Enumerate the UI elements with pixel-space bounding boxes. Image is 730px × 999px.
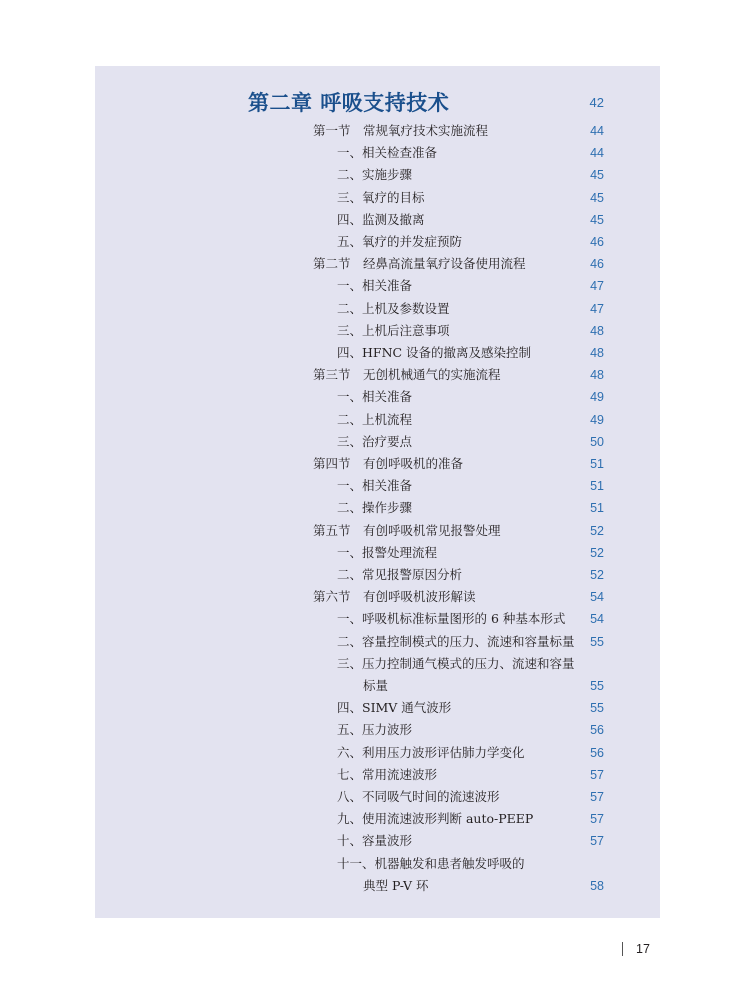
section-title: 有创呼吸机常见报警处理 [363,522,501,538]
section-page-number: 48 [590,368,604,383]
toc-section-row [313,120,488,142]
toc-item-row: 二、上机及参数设置 [337,300,450,316]
toc-item-row: 三、压力控制通气模式的压力、流速和容量 [337,655,575,671]
item-page-number: 52 [590,545,604,560]
section-title: 无创机械通气的实施流程 [363,367,501,383]
toc-section-row [313,253,526,275]
section-number: 第一节 [313,123,351,138]
chapter-page-number: 42 [589,95,604,110]
toc-item-row: 一、相关准备 [337,389,413,405]
item-page-number: 50 [590,434,604,449]
item-page-number: 47 [590,301,604,316]
item-page-number: 45 [590,190,604,205]
toc-item-row: 五、氧疗的并发症预防 [337,234,463,249]
item-page-number: 44 [590,146,604,161]
section-number: 第二节 [313,256,351,272]
section-title: 经鼻高流量氧疗设备使用流程 [363,256,526,272]
toc-item-row: 一、相关检查准备 [337,145,438,161]
toc-item-row: 八、不同吸气时间的流速波形 [337,789,500,804]
item-page-number: 52 [590,568,604,582]
item-page-number: 56 [590,723,604,738]
footer-divider [622,942,623,956]
toc-item-row: 二、常见报警原因分析 [337,567,463,582]
item-page-number: 51 [590,501,604,516]
toc-item-row: 二、上机流程 [337,411,413,427]
section-title: 有创呼吸机的准备 [363,456,464,471]
section-page-number: 52 [590,523,604,538]
toc-item-row: 三、氧疗的目标 [337,189,425,205]
item-page-number: 57 [590,834,604,849]
toc-item-row: 二、操作步骤 [337,500,413,516]
toc-item-continuation: 典型 P-V 环 [363,877,429,893]
toc-item-row: 七、常用流速波形 [337,766,438,782]
toc-item-continuation: 标量 [363,678,389,693]
toc-item-row: 十一、机器触发和患者触发呼吸的 [337,855,525,871]
section-page-number: 46 [590,257,604,272]
item-page-number: 46 [590,235,604,249]
toc-item-row: 一、相关准备 [337,478,413,494]
section-number: 第四节 [313,456,351,471]
item-page-number: 48 [590,346,604,360]
item-page-number: 49 [590,390,604,405]
item-page-number: 55 [590,634,604,649]
item-page-number: 58 [590,878,604,893]
item-page-number: 49 [590,412,604,427]
toc-item-row: 九、使用流速波形判断 auto-PEEP [337,811,534,827]
item-page-number: 55 [590,701,604,716]
toc-item-row: 一、报警处理流程 [337,544,438,560]
chapter-title: 第二章 呼吸支持技术 [248,91,450,115]
toc-item-row: 二、容量控制模式的压力、流速和容量标量 [337,633,575,649]
item-page-number: 51 [590,479,604,494]
item-page-number: 45 [590,212,604,227]
toc-section-row [313,520,501,542]
item-page-number: 48 [590,323,604,338]
section-number: 第三节 [313,367,351,383]
toc-section-row [313,364,501,386]
section-title: 有创呼吸机波形解读 [363,589,476,605]
item-page-number: 47 [590,279,604,294]
section-title: 常规氧疗技术实施流程 [363,123,489,138]
section-page-number: 51 [590,457,604,471]
toc-item-row: 一、相关准备 [337,278,413,294]
toc-item-row: 一、呼吸机标准标量图形的 6 种基本形式 [337,611,566,627]
section-page-number: 54 [590,590,604,605]
toc-item-row: 三、上机后注意事项 [337,322,450,338]
toc-section-row [313,586,476,608]
toc-section-row [313,453,463,475]
item-page-number: 55 [590,679,604,693]
section-page-number: 44 [590,124,604,138]
section-number: 第五节 [313,522,351,538]
toc-item-row: 十、容量波形 [337,833,413,849]
toc-item-row: 二、实施步骤 [337,167,413,183]
toc-item-row: 三、治疗要点 [337,433,413,449]
toc-item-row: 五、压力波形 [337,722,413,738]
footer-page-number: 17 [636,942,650,956]
toc-item-row: 四、HFNC 设备的撤离及感染控制 [337,345,532,360]
toc-item-row: 六、利用压力波形评估肺力学变化 [337,744,525,760]
item-page-number: 56 [590,745,604,760]
item-page-number: 54 [590,612,604,627]
item-page-number: 45 [590,168,604,183]
item-page-number: 57 [590,790,604,804]
item-page-number: 57 [590,812,604,827]
section-number: 第六节 [313,589,351,605]
toc-item-row: 四、监测及撤离 [337,211,425,227]
item-page-number: 57 [590,767,604,782]
toc-item-row: 四、SIMV 通气波形 [337,700,452,716]
